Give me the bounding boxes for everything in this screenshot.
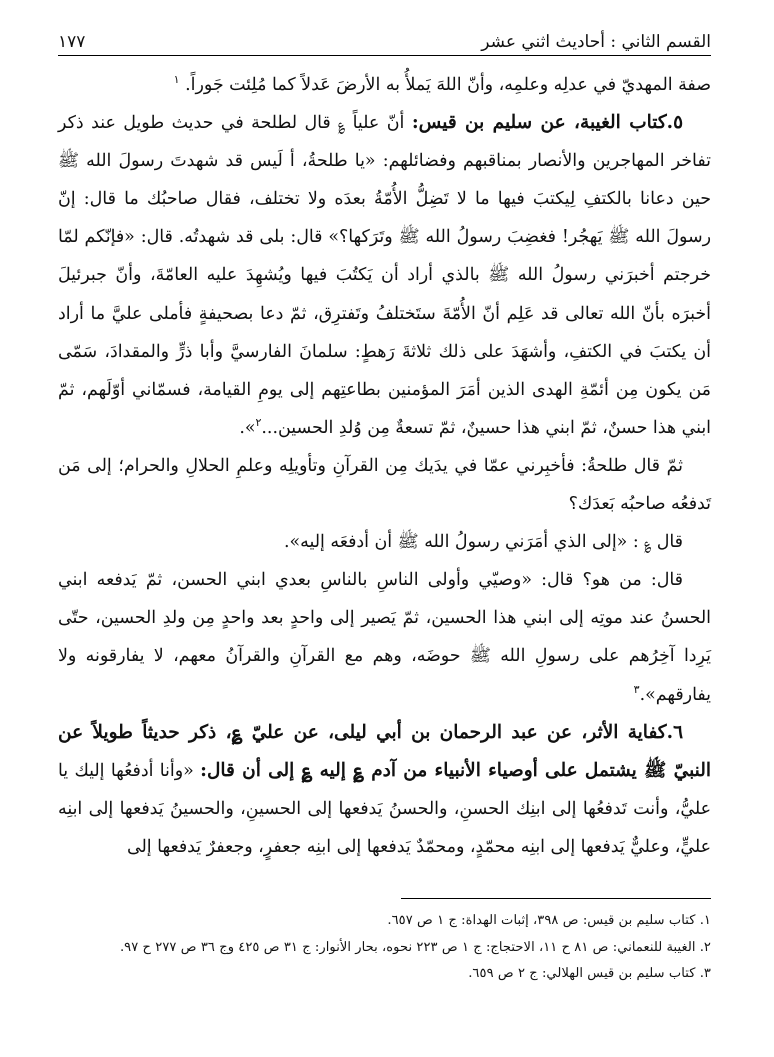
footnote-2: ٢. الغيبة للنعماني: ص ٨١ ح ١١، الاحتجاج: ج ١ ص ٢٢٣ نحوه، بحار الأنوار: ج ٣١ ص ٤٢٥ وج ٣٦ ص ٢٧٧ ح ٩٧. (119, 939, 711, 955)
main-text (58, 66, 711, 866)
section-6-heading: ٦.كفاية الأثر، عن عبد الرحمان بن أبي ليلى، عن عليّ ؏، ذكر حديثاً طويلاً عن النبيّ ﷺ يشتمل على أوصياء الأنبياء من آدم ؏ إليه ؏ إلى أن قال: (58, 721, 712, 781)
footnote-divider (401, 898, 711, 899)
header-title: القسم الثاني : أحاديث اثني عشر (481, 32, 711, 52)
footnote-ref-3[interactable]: ٣ (633, 682, 640, 696)
footnote-3: ٣. كتاب سليم بن قيس الهلالي: ج ٢ ص ٦٥٩. (468, 966, 711, 981)
paragraph-2 (58, 104, 711, 447)
section-5-text: أنّ علياً ؏ قال لطلحة في حديث طويل عند ذكر تفاخر المهاجرين والأنصار بمناقبهم وفضائلهم: «يا طلحةُ، أ لَيس قد شهدتَ رسولَ الله ﷺ حين دعانا بالكتفِ لِيكتبَ فيها ما لا تَضِلُّ الأُمّةُ بعدَه ولا تختلف، فقال صاحبُك ما قال: إنّ رسولَ الله ﷺ يَهجُر! فغضِبَ رسولُ الله ﷺ وتَرَكها؟» قال: بلى قد شهدتُه. قال: «فإنّكم لمّا خرجتم أخبرَني رسولُ الله ﷺ بالذي أراد أن يَكتُبَ فيها ويُشهِدَ عليه العامّةَ، وأنّ جبرئيلَ أخبرَه بأنّ الله تعالى قد عَلِم أنّ الأُمّةَ ستَختلفُ وتَفترِق، ثمّ دعا بصحيفةٍ فأملى عليَّ ما أراد أن يكتبَ في الكتفِ، وأشهَدَ على ذلك ثلاثةَ رَهطٍ: سلمانَ الفارسيَّ وأبا ذرٍّ والمقدادَ، سَمّى مَن يكون مِن أئمّةِ الهدى الذين أمَرَ المؤمنين بطاعتِهم إلى يومِ القيامة، فسمّاني أوّلَهم، ثمّ ابني هذا حسنٌ، ثمّ ابني هذا حسينٌ، ثمّ تسعةٌ مِن وُلدِ الحسين... (58, 113, 711, 438)
paragraph-4: قال ؏ : «إلى الذي أمَرَني رسولُ الله ﷺ أن أدفعَه إليه». (284, 532, 683, 553)
footnote-1: ١. كتاب سليم بن قيس: ص ٣٩٨، إثبات الهداة: ج ١ ص ٦٥٧. (387, 913, 711, 928)
section-6-text: «وأنا أدفعُها إليك يا عليُّ، وأنت تَدفعُها إلى ابنِك الحسنِ، والحسنُ يَدفعها إلى الحسينِ، والحسينُ يَدفعها إلى ابنِه عليٍّ، وعليٌّ يَدفعها إلى ابنِه محمّدٍ، ومحمّدٌ يَدفعها إلى ابنِه جعفرٍ، وجعفرٌ يَدفعها إلى (58, 760, 711, 857)
paragraph-3: ثمّ قال طلحةُ: فأخبِرني عمّا في يدَيك مِن القرآنِ وتأويلِه وعلمِ الحلالِ والحرام؛ إلى مَن تَدفعُه صاحبُه بَعدَك؟ (58, 455, 711, 515)
footnote-ref-2[interactable]: ٢ (255, 416, 262, 430)
paragraph-5 (58, 561, 711, 713)
footnotes (58, 908, 711, 988)
running-header (58, 18, 711, 52)
header-divider (58, 55, 711, 56)
footnote-ref-1[interactable]: ١ (173, 73, 180, 87)
section-5-end: ». (239, 417, 256, 438)
page-number: ١٧٧ (58, 32, 86, 52)
paragraph-1 (58, 66, 711, 104)
paragraph-5-text: قال: من هو؟ قال: «وصيّي وأولى الناسِ بالناسِ بعدي ابني الحسن، ثمّ يَدفعه ابني الحسنُ عند موتِه إلى ابني هذا الحسين، ثمّ يَصير إلى واحدٍ بعد واحدٍ مِن ولدِ الحسين، حتّى يَرِدا آخِرُهم على رسولِ الله ﷺ حوضَه، وهم مع القرآنِ والقرآنُ معهم، لا يفارقونه ولا يفارقهم». (58, 570, 711, 705)
section-5-heading: ٥.كتاب الغيبة، عن سليم بن قيس: (411, 112, 684, 134)
paragraph-1-text: صفة المهديّ في عدلِه وعلمِه، وأنّ اللهَ يَملأُ به الأرضَ عَدلاً كما مُلِئت جَوراً. (185, 75, 711, 95)
paragraph-6 (58, 714, 711, 866)
